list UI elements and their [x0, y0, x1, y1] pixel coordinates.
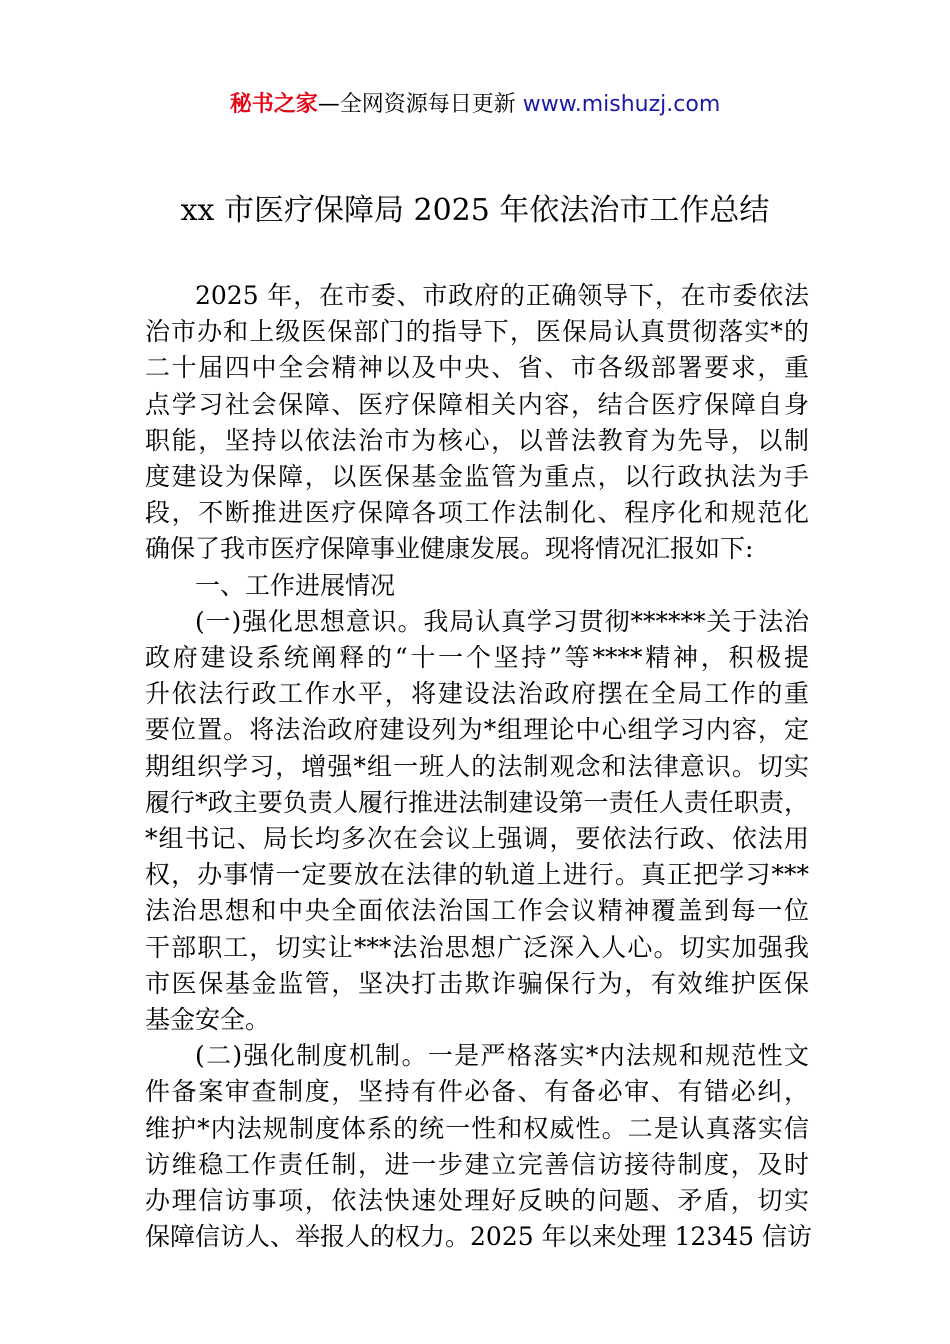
text-line: 2025 年，在市委、市政府的正确领导下，在市委依法 — [195, 281, 809, 310]
text-line: 二十届四中全会精神以及中央、省、市各级部署要求，重 — [145, 353, 809, 383]
document-body — [145, 278, 812, 1255]
text-line: 职能，坚持以依法治市为核心，以普法教育为先导，以制 — [145, 425, 809, 455]
site-url-link[interactable]: www.mishuzj.com — [522, 92, 721, 117]
text-line: 期组织学习，增强*组一班人的法制观念和法律意识。切实 — [145, 751, 809, 781]
text-line: 确保了我市医疗保障事业健康发展。现将情况汇报如下: — [145, 534, 754, 564]
text-line: 度建设为保障，以医保基金监管为重点，以行政执法为手 — [145, 462, 809, 492]
text-line: 访维稳工作责任制，进一步建立完善信访接待制度，及时 — [145, 1149, 809, 1179]
text-line: 件备案审查制度，坚持有件必备、有备必审、有错必纠， — [145, 1077, 809, 1107]
paragraph-institutions — [145, 1038, 812, 1255]
text-line: 段，不断推进医疗保障各项工作法制化、程序化和规范化 — [145, 498, 809, 528]
text-line: 基金安全。 — [145, 1005, 271, 1035]
site-brand: 秘书之家 — [229, 92, 318, 117]
text-line: 办理信访事项，依法快速处理好反映的问题、矛盾，切实 — [145, 1186, 809, 1216]
section-heading — [145, 568, 809, 604]
text-line: 干部职工，切实让***法治思想广泛深入人心。切实加强我 — [145, 932, 809, 962]
text-line: 权，办事情一定要放在法律的轨道上进行。真正把学习*** — [145, 860, 809, 890]
text-line: 点学习社会保障、医疗保障相关内容，结合医疗保障自身 — [145, 389, 809, 419]
text-line: 维护*内法规制度体系的统一性和权威性。二是认真落实信 — [145, 1113, 809, 1143]
text-line: 政府建设系统阐释的“十一个坚持”等****精神，积极提 — [145, 643, 809, 673]
text-line: (一)强化思想意识。我局认真学习贯彻******关于法治 — [195, 606, 809, 636]
text-line: 治市办和上级医保部门的指导下，医保局认真贯彻落实*的 — [145, 317, 809, 347]
text-line: (二)强化制度机制。一是严格落实*内法规和规范性文 — [195, 1041, 809, 1071]
section-heading-text: 一、工作进展情况 — [195, 570, 396, 600]
paragraph-ideology — [145, 604, 809, 1038]
text-line: 市医保基金监管，坚决打击欺诈骗保行为，有效维护医保 — [145, 968, 809, 998]
text-line: 要位置。将法治政府建设列为*组理论中心组学习内容，定 — [145, 715, 809, 745]
text-line: *组书记、局长均多次在会议上强调，要依法行政、依法用 — [145, 824, 809, 854]
site-banner — [0, 88, 950, 122]
text-line: 履行*政主要负责人履行推进法制建设第一责任人责任职责， — [145, 787, 809, 817]
text-line: 法治思想和中央全面依法治国工作会议精神覆盖到每一位 — [145, 896, 809, 926]
text-line: 保障信访人、举报人的权力。2025 年以来处理 12345 信访 — [145, 1222, 812, 1252]
document-title: xx 市医疗保障局 2025 年依法治市工作总结 — [180, 193, 770, 228]
site-tagline: —全网资源每日更新 — [317, 92, 523, 117]
paragraph-intro — [145, 278, 809, 568]
text-line: 升依法行政工作水平，将建设法治政府摆在全局工作的重 — [145, 679, 809, 709]
